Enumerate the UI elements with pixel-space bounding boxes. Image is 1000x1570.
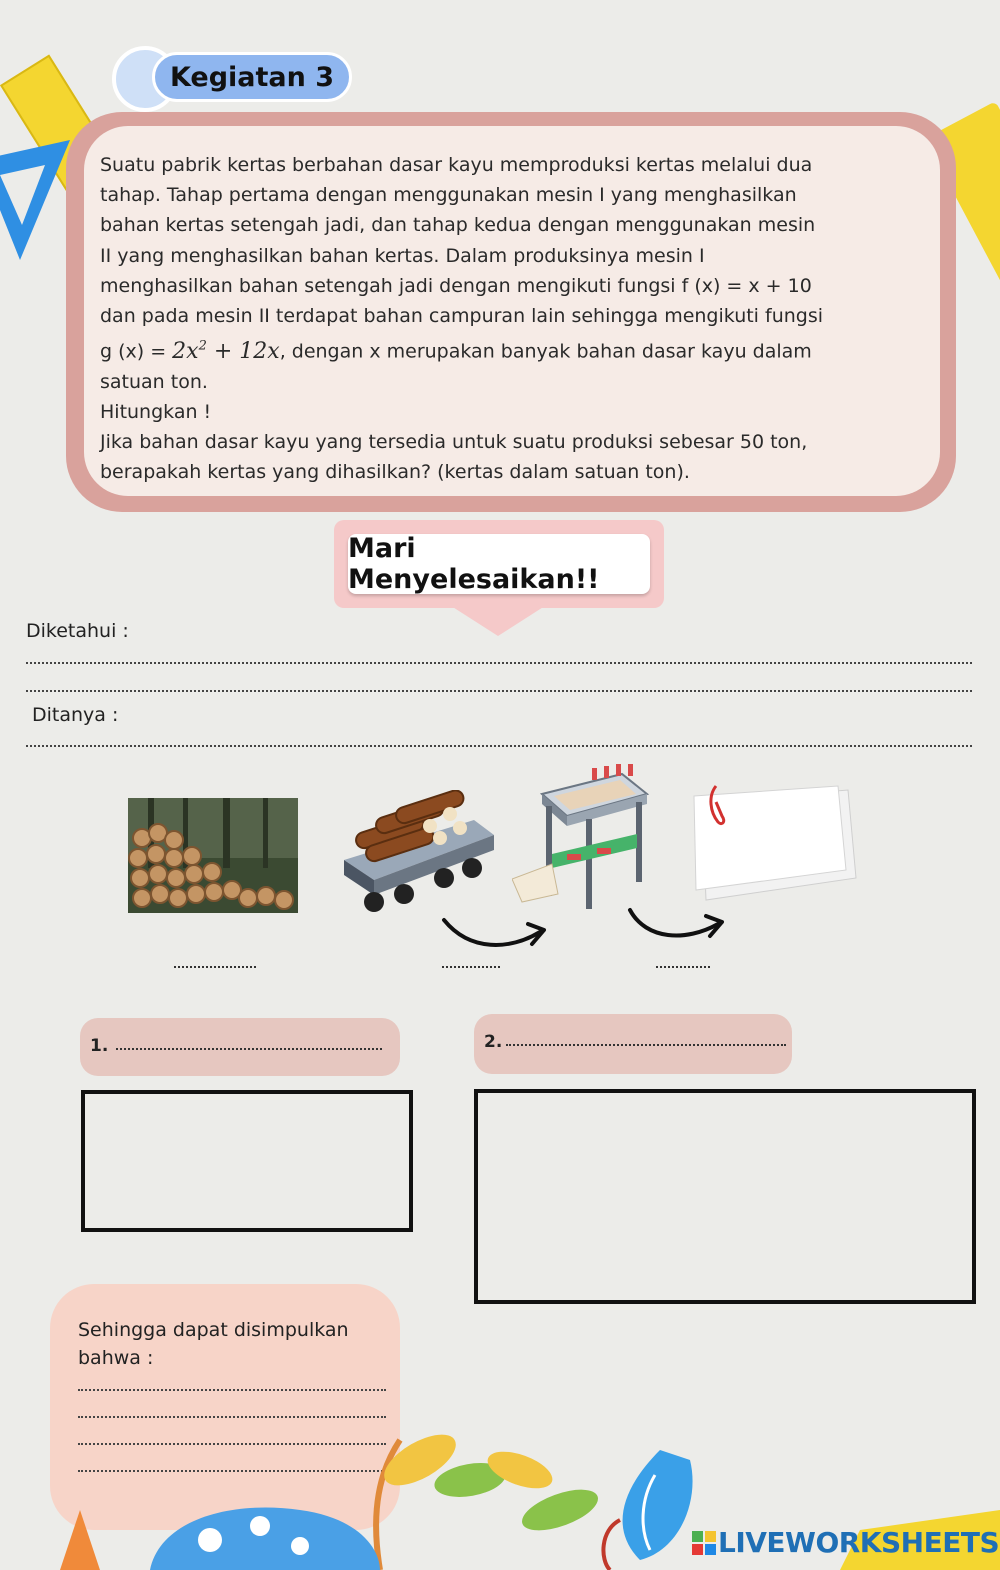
step-answer-line[interactable]	[116, 1048, 382, 1050]
activity-title: Kegiatan 3	[152, 52, 352, 102]
question-line: berapakah kertas yang dihasilkan? (kertas dalam satuan ton).	[100, 461, 690, 484]
solve-banner: Mari Menyelesaikan!!	[348, 534, 650, 594]
asked-answer-line[interactable]	[26, 745, 972, 747]
step-answer-line[interactable]	[506, 1044, 786, 1046]
known-answer-line[interactable]	[26, 690, 972, 692]
known-label: Diketahui :	[26, 620, 129, 642]
problem-line: dan pada mesin II terdapat bahan campuran lain sehingga mengikuti fungsi	[100, 305, 824, 328]
problem-line: tahap. Tahap pertama dengan menggunakan mesin I yang menghasilkan	[100, 184, 797, 207]
liveworksheets-logo-icon	[692, 1531, 716, 1555]
conclusion-answer-line[interactable]	[78, 1389, 386, 1391]
question-line: Jika bahan dasar kayu yang tersedia untuk suatu produksi sebesar 50 ton,	[100, 431, 808, 454]
arrow-icon	[626, 906, 726, 946]
set-square-decoration	[0, 140, 70, 260]
image-answer-line[interactable]	[656, 966, 710, 968]
step-2-pill	[474, 1014, 792, 1074]
g-exponent: 2	[198, 338, 207, 354]
g-term-b: + 12x	[206, 338, 280, 364]
problem-line: menghasilkan bahan setengah jadi dengan mengikuti fungsi f (x) = x + 10	[100, 274, 812, 297]
brand-name: LIVEWORKSHEETS	[718, 1526, 1000, 1559]
step-number: 2.	[484, 1032, 503, 1052]
solve-banner-pointer	[448, 604, 548, 636]
image-answer-line[interactable]	[442, 966, 500, 968]
known-answer-line[interactable]	[26, 662, 972, 664]
step-2-answer-box[interactable]	[474, 1089, 976, 1304]
conclusion-label: Sehingga dapat disimpulkan bahwa :	[78, 1319, 349, 1369]
wood-logs-image	[128, 798, 298, 913]
instruction: Hitungkan !	[100, 400, 212, 423]
paper-sheets-image	[688, 782, 864, 908]
g-suffix: , dengan x merupakan banyak bahan dasar kayu dalam	[279, 340, 812, 363]
paper-machine-image	[512, 764, 652, 914]
log-cart-image	[334, 790, 496, 920]
step-1-answer-box[interactable]	[81, 1090, 413, 1232]
activity-header	[112, 46, 352, 112]
function-g-line	[100, 331, 940, 367]
step-1-pill	[80, 1018, 400, 1076]
g-formula	[172, 339, 280, 364]
problem-text	[100, 150, 940, 488]
problem-line: satuan ton.	[100, 370, 208, 393]
problem-line: II yang menghasilkan bahan kertas. Dalam produksinya mesin I	[100, 244, 705, 267]
step-number: 1.	[90, 1036, 109, 1056]
g-prefix: g (x) =	[100, 340, 173, 363]
g-term-a: 2x	[172, 338, 199, 364]
problem-line: Suatu pabrik kertas berbahan dasar kayu memproduksi kertas melalui dua	[100, 154, 813, 176]
image-answer-line[interactable]	[174, 966, 256, 968]
asked-label: Ditanya :	[32, 704, 119, 726]
problem-line: bahan kertas setengah jadi, dan tahap kedua dengan menggunakan mesin	[100, 214, 816, 237]
brand-logo	[692, 1526, 999, 1559]
arrow-icon	[440, 912, 550, 952]
